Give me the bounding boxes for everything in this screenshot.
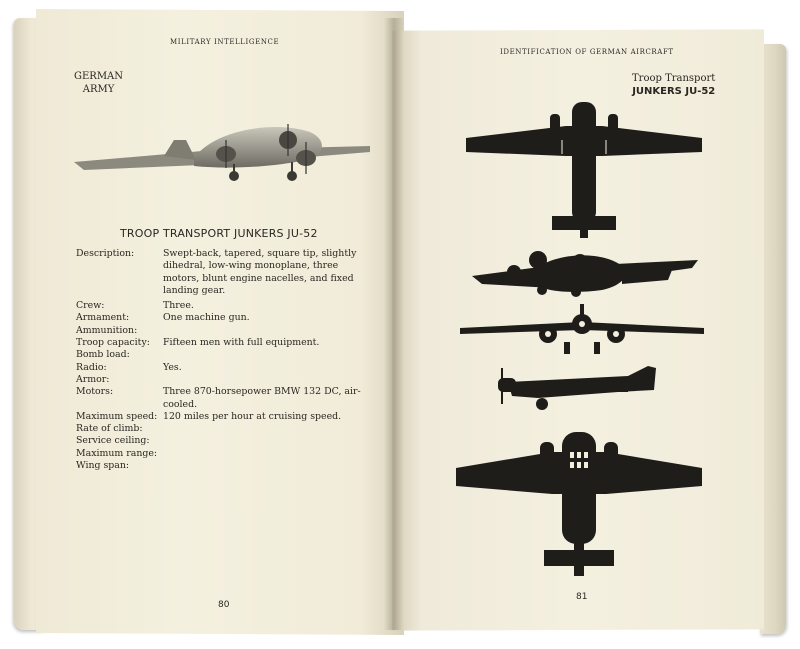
left-page-number: 80 <box>218 600 230 610</box>
front-view-silhouette <box>460 304 704 358</box>
right-running-head: IDENTIFICATION OF GERMAN AIRCRAFT <box>500 48 674 56</box>
spec-key: Radio: <box>76 361 107 373</box>
spec-key: Armor: <box>76 373 110 385</box>
spec-key: Bomb load: <box>76 349 130 361</box>
spec-value <box>163 435 376 447</box>
spec-value <box>163 374 376 386</box>
right-page-number: 81 <box>576 592 588 602</box>
spec-value: Three 870-horsepower BMW 132 DC, air-cooled. <box>163 386 361 410</box>
spec-row <box>76 386 376 411</box>
spec-value <box>163 448 376 460</box>
side-view-silhouette <box>498 364 660 412</box>
spec-row <box>76 423 376 435</box>
spec-key: Motors: <box>76 386 114 398</box>
spec-row <box>76 337 376 349</box>
spec-row <box>76 362 376 374</box>
corner-label-line-1: Troop Transport <box>632 73 716 84</box>
spec-key: Maximum speed: <box>76 410 158 422</box>
spec-key: Ammunition: <box>76 324 138 336</box>
spec-value: 120 miles per hour at cruising speed. <box>163 410 342 422</box>
spec-row <box>76 248 376 297</box>
aircraft-title: TROOP TRANSPORT JUNKERS JU-52 <box>120 227 318 240</box>
spec-value: Yes. <box>163 361 182 373</box>
spec-row <box>76 411 376 423</box>
top-view-silhouette <box>466 96 702 242</box>
spec-row <box>76 448 376 460</box>
spec-value <box>163 423 376 435</box>
aircraft-photo <box>74 110 370 198</box>
spec-key: Rate of climb: <box>76 423 143 435</box>
spec-row <box>76 300 376 312</box>
spec-value <box>163 325 376 337</box>
spec-key: Service ceiling: <box>76 435 150 447</box>
left-corner-label <box>74 70 123 96</box>
plan-view-silhouette <box>456 424 702 580</box>
spec-key: Wing span: <box>76 460 130 472</box>
specifications-table <box>76 248 376 472</box>
corner-label-line-1: GERMAN <box>74 71 124 82</box>
corner-label-line-2: JUNKERS JU-52 <box>632 86 716 97</box>
spec-value: Three. <box>163 300 194 312</box>
spec-value <box>163 349 376 361</box>
spec-key: Crew: <box>76 300 105 312</box>
oblique-view-silhouette <box>472 246 698 304</box>
spec-key: Armament: <box>76 312 130 324</box>
book-gutter <box>384 18 404 630</box>
spec-row <box>76 374 376 386</box>
spec-value: Swept-back, tapered, square tip, slightly dihedral, low-wing monoplane, three motors, blunt engine nacelles, and fixed landing gear. <box>163 248 357 296</box>
spec-row <box>76 460 376 472</box>
spec-key: Troop capacity: <box>76 337 150 349</box>
spec-value: One machine gun. <box>163 312 250 324</box>
spec-row <box>76 325 376 337</box>
spec-row <box>76 312 376 324</box>
corner-label-line-2: ARMY <box>82 84 115 95</box>
right-corner-label <box>632 72 715 98</box>
spec-row <box>76 349 376 361</box>
spec-key: Description: <box>76 248 135 259</box>
spec-key: Maximum range: <box>76 447 158 459</box>
spec-value: Fifteen men with full equipment. <box>163 337 320 349</box>
left-running-head: MILITARY INTELLIGENCE <box>170 38 280 46</box>
spec-value <box>163 460 376 472</box>
spec-row <box>76 435 376 447</box>
